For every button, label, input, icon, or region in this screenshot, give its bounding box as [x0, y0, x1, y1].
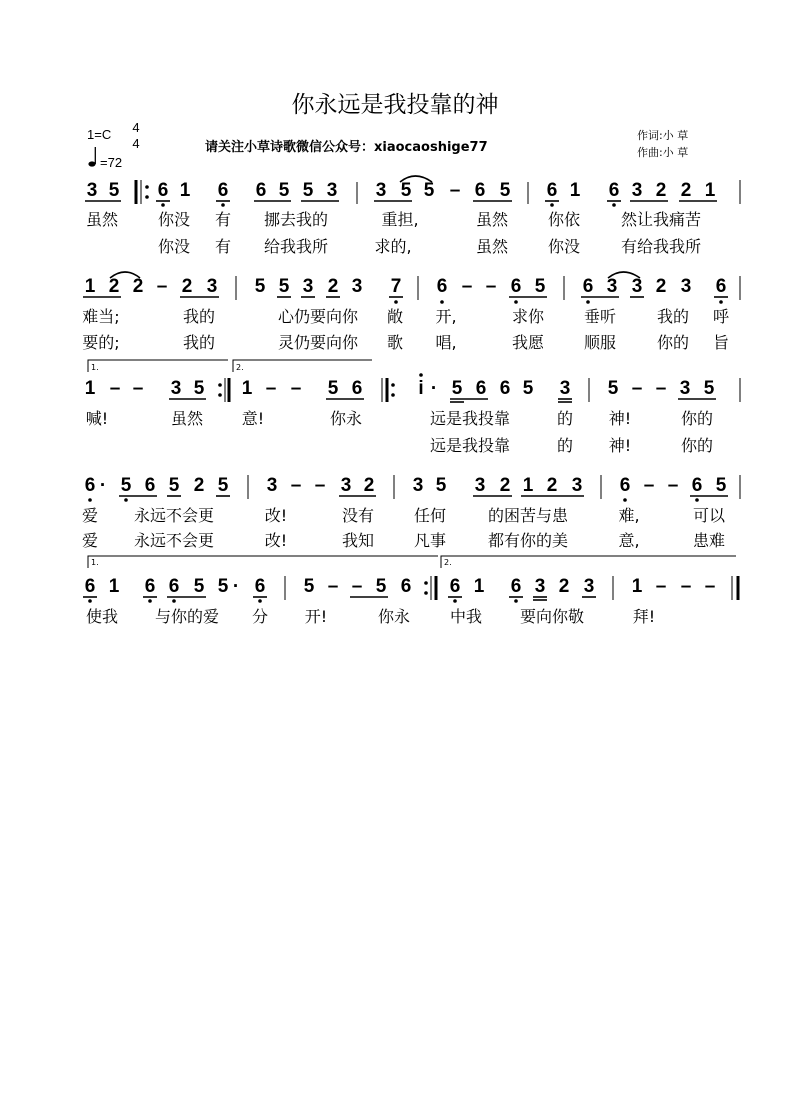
- note: –: [485, 276, 497, 297]
- melody-line-5: [0, 576, 790, 610]
- lyric: 我的: [182, 307, 216, 326]
- lyric: 求你: [511, 307, 545, 326]
- note: 5: [193, 576, 205, 597]
- note: –: [667, 475, 679, 496]
- lyric: 拜!: [632, 607, 656, 626]
- note: 2: [499, 475, 511, 496]
- lyric: 虽然: [85, 210, 119, 229]
- lyric: 我愿: [511, 333, 545, 352]
- lyrics-verse1-line-3: [0, 409, 790, 431]
- note: 1: [179, 180, 191, 201]
- lyric: 挪去我的: [263, 210, 329, 229]
- lyric: 顺服: [583, 333, 617, 352]
- lyric: 要向你敬: [519, 607, 585, 626]
- note: 6: [691, 475, 703, 496]
- lyric: 改!: [264, 506, 288, 525]
- note: 1: [84, 378, 96, 399]
- note: 3: [86, 180, 98, 201]
- note: 5: [607, 378, 619, 399]
- note: 2: [655, 180, 667, 201]
- song-title: 你永远是我投靠的神: [291, 92, 499, 118]
- note: 3: [606, 276, 618, 297]
- note: 6: [715, 276, 727, 297]
- note: 6: [475, 378, 487, 399]
- lyric: 都有你的美: [487, 531, 569, 550]
- composer-credit: 作曲:小 草: [637, 146, 689, 159]
- lyric: 没有: [341, 506, 375, 525]
- note: 6: [144, 475, 156, 496]
- note: ·: [430, 378, 438, 399]
- time-signature-bottom: 4: [132, 136, 140, 151]
- lyric: 有: [214, 210, 232, 229]
- note: 2: [363, 475, 375, 496]
- lyrics-verse1-line-4: [0, 506, 790, 528]
- volta-first-label: 1.: [91, 558, 99, 567]
- lyric: 使我: [85, 607, 119, 626]
- note: 1: [704, 180, 716, 201]
- note: –: [327, 576, 339, 597]
- note: 3: [326, 180, 338, 201]
- note: 5: [423, 180, 435, 201]
- note: 6: [400, 576, 412, 597]
- note: 6: [546, 180, 558, 201]
- lyrics-verse1-line-1: [0, 210, 790, 232]
- note: 2: [655, 276, 667, 297]
- note: –: [290, 378, 302, 399]
- note: 6: [157, 180, 169, 201]
- note: 5: [217, 576, 229, 597]
- lyric: 重担,: [381, 210, 419, 229]
- lyric: 我知: [341, 531, 375, 550]
- note: 3: [302, 276, 314, 297]
- note: 5: [534, 276, 546, 297]
- lyric: 远是我投靠: [429, 409, 511, 428]
- note: 1: [569, 180, 581, 201]
- lyric: 分: [251, 607, 269, 626]
- lyric: 要的;: [82, 333, 120, 352]
- lyric: 歌: [386, 333, 404, 352]
- note: –: [265, 378, 277, 399]
- lyric: 可以: [692, 506, 726, 525]
- lyric: 改!: [264, 531, 288, 550]
- note: 6: [499, 378, 511, 399]
- note: 6: [217, 180, 229, 201]
- note: –: [449, 180, 461, 201]
- lyric: 垂听: [583, 307, 617, 326]
- lyric: 然让我痛苦: [620, 210, 702, 229]
- lyric: 虽然: [475, 210, 509, 229]
- lyric: 唱,: [435, 333, 457, 352]
- lyric: 灵仍要向你: [277, 333, 359, 352]
- lyric: 你依: [547, 210, 581, 229]
- note: 6: [436, 276, 448, 297]
- note: 2: [680, 180, 692, 201]
- lyrics-verse2-line-1: [0, 237, 790, 259]
- note: –: [461, 276, 473, 297]
- lyric: 任何: [413, 506, 447, 525]
- note: 6: [474, 180, 486, 201]
- note: 5: [303, 576, 315, 597]
- lyric: 你的: [656, 333, 690, 352]
- note: 5: [120, 475, 132, 496]
- lyric: 患难: [692, 531, 726, 550]
- lyric: 有给我我所: [620, 237, 702, 256]
- lyric: 有: [214, 237, 232, 256]
- note: 6: [510, 576, 522, 597]
- volta-second-label: 2.: [236, 363, 244, 372]
- note: 3: [679, 378, 691, 399]
- lyric: 你的: [680, 409, 714, 428]
- note: 6: [619, 475, 631, 496]
- lyricist-credit: 作词:小 草: [637, 129, 689, 142]
- note: 5: [375, 576, 387, 597]
- note: 6: [84, 475, 96, 496]
- note: 3: [474, 475, 486, 496]
- volta-second-label: 2.: [444, 558, 452, 567]
- note: 5: [400, 180, 412, 201]
- note: 1: [84, 276, 96, 297]
- note: 3: [559, 378, 571, 399]
- note: 5: [435, 475, 447, 496]
- note: i: [418, 378, 424, 399]
- lyric: 永远不会更: [133, 531, 215, 550]
- note: –: [156, 276, 168, 297]
- note: 3: [631, 276, 643, 297]
- note: –: [290, 475, 302, 496]
- note: 6: [608, 180, 620, 201]
- note: 5: [168, 475, 180, 496]
- wechat-notice: 请关注小草诗歌微信公众号：xiaocaoshige77: [205, 140, 488, 155]
- lyric: 远是我投靠: [429, 436, 511, 455]
- lyric: 你永: [329, 409, 363, 428]
- note: 5: [522, 378, 534, 399]
- lyric: 我的: [182, 333, 216, 352]
- note: 1: [473, 576, 485, 597]
- lyrics-verse2-line-3: [0, 436, 790, 458]
- lyric: 难,: [618, 506, 640, 525]
- note: –: [631, 378, 643, 399]
- note: 3: [583, 576, 595, 597]
- lyric: 难当;: [82, 307, 120, 326]
- note: –: [109, 378, 121, 399]
- note: –: [643, 475, 655, 496]
- time-signature-top: 4: [132, 120, 140, 135]
- note: 2: [327, 276, 339, 297]
- lyric: 的困苦与患: [487, 506, 569, 525]
- note: 1: [631, 576, 643, 597]
- lyric: 你没: [157, 210, 191, 229]
- note: 6: [582, 276, 594, 297]
- melody-line-1: [0, 180, 790, 214]
- note: 3: [375, 180, 387, 201]
- note: 6: [351, 378, 363, 399]
- note: 5: [327, 378, 339, 399]
- note: –: [132, 378, 144, 399]
- lyric: 开,: [435, 307, 457, 326]
- note: –: [655, 378, 667, 399]
- note: 3: [340, 475, 352, 496]
- note: 2: [108, 276, 120, 297]
- quarter-note-icon: [88, 146, 98, 168]
- note: 2: [558, 576, 570, 597]
- lyric: 意!: [241, 409, 265, 428]
- lyric: 给我我所: [263, 237, 329, 256]
- note: 5: [703, 378, 715, 399]
- lyric: 神!: [608, 436, 632, 455]
- note: 3: [170, 378, 182, 399]
- melody-line-2: [0, 276, 790, 310]
- note: 3: [631, 180, 643, 201]
- lyrics-verse2-line-4: [0, 531, 790, 553]
- lyric: 神!: [608, 409, 632, 428]
- lyric: 求的,: [374, 237, 412, 256]
- lyric: 的: [556, 409, 574, 428]
- lyric: 开!: [304, 607, 328, 626]
- key-signature: 1=C: [87, 127, 112, 142]
- lyric: 的: [556, 436, 574, 455]
- lyric: 与你的爱: [154, 607, 220, 626]
- note: 5: [302, 180, 314, 201]
- lyrics-verse2-line-2: [0, 333, 790, 355]
- note: –: [351, 576, 363, 597]
- note: 5: [451, 378, 463, 399]
- note: 2: [193, 475, 205, 496]
- note: –: [314, 475, 326, 496]
- note: 3: [412, 475, 424, 496]
- note: –: [680, 576, 692, 597]
- lyric: 你没: [547, 237, 581, 256]
- note: –: [655, 576, 667, 597]
- lyric: 意,: [618, 531, 640, 550]
- note: 5: [108, 180, 120, 201]
- note: 6: [168, 576, 180, 597]
- lyrics-verse1-line-5: [0, 607, 790, 629]
- note: 6: [84, 576, 96, 597]
- lyric: 喊!: [85, 409, 109, 428]
- note: 3: [571, 475, 583, 496]
- lyrics-verse1-line-2: [0, 307, 790, 329]
- melody-line-4: [0, 475, 790, 509]
- note: 5: [254, 276, 266, 297]
- lyric: 永远不会更: [133, 506, 215, 525]
- lyric: 心仍要向你: [277, 307, 359, 326]
- note: 6: [254, 576, 266, 597]
- note: 5: [278, 276, 290, 297]
- note: 3: [266, 475, 278, 496]
- lyric: 虽然: [475, 237, 509, 256]
- lyric: 旨: [712, 333, 730, 352]
- note: 1: [522, 475, 534, 496]
- lyric: 呼: [712, 307, 730, 326]
- note: 5: [278, 180, 290, 201]
- note: –: [704, 576, 716, 597]
- note: 6: [144, 576, 156, 597]
- note: 5: [217, 475, 229, 496]
- lyric: 你的: [680, 436, 714, 455]
- note: 5: [715, 475, 727, 496]
- lyric: 虽然: [170, 409, 204, 428]
- time-signature: [130, 120, 142, 152]
- melody-line-3: [0, 378, 790, 412]
- note: 1: [241, 378, 253, 399]
- tempo-marking: =72: [100, 155, 123, 170]
- note: 3: [680, 276, 692, 297]
- note: 2: [546, 475, 558, 496]
- note: 5: [499, 180, 511, 201]
- volta-first-label: 1.: [91, 363, 99, 372]
- lyric: 你永: [377, 607, 411, 626]
- note: 6: [449, 576, 461, 597]
- note: 7: [390, 276, 402, 297]
- note: 3: [351, 276, 363, 297]
- note: 3: [206, 276, 218, 297]
- lyric: 爱: [81, 531, 99, 550]
- lyric: 你没: [157, 237, 191, 256]
- lyric: 爱: [81, 506, 99, 525]
- note: 6: [510, 276, 522, 297]
- note: ·: [99, 475, 107, 496]
- lyric: 敞: [386, 307, 404, 326]
- note: ·: [232, 576, 240, 597]
- note: 2: [132, 276, 144, 297]
- lyric: 凡事: [413, 531, 447, 550]
- lyric: 我的: [656, 307, 690, 326]
- note: 3: [534, 576, 546, 597]
- lyric: 中我: [449, 607, 483, 626]
- note: 2: [181, 276, 193, 297]
- note: 5: [193, 378, 205, 399]
- note: 1: [108, 576, 120, 597]
- note: 6: [255, 180, 267, 201]
